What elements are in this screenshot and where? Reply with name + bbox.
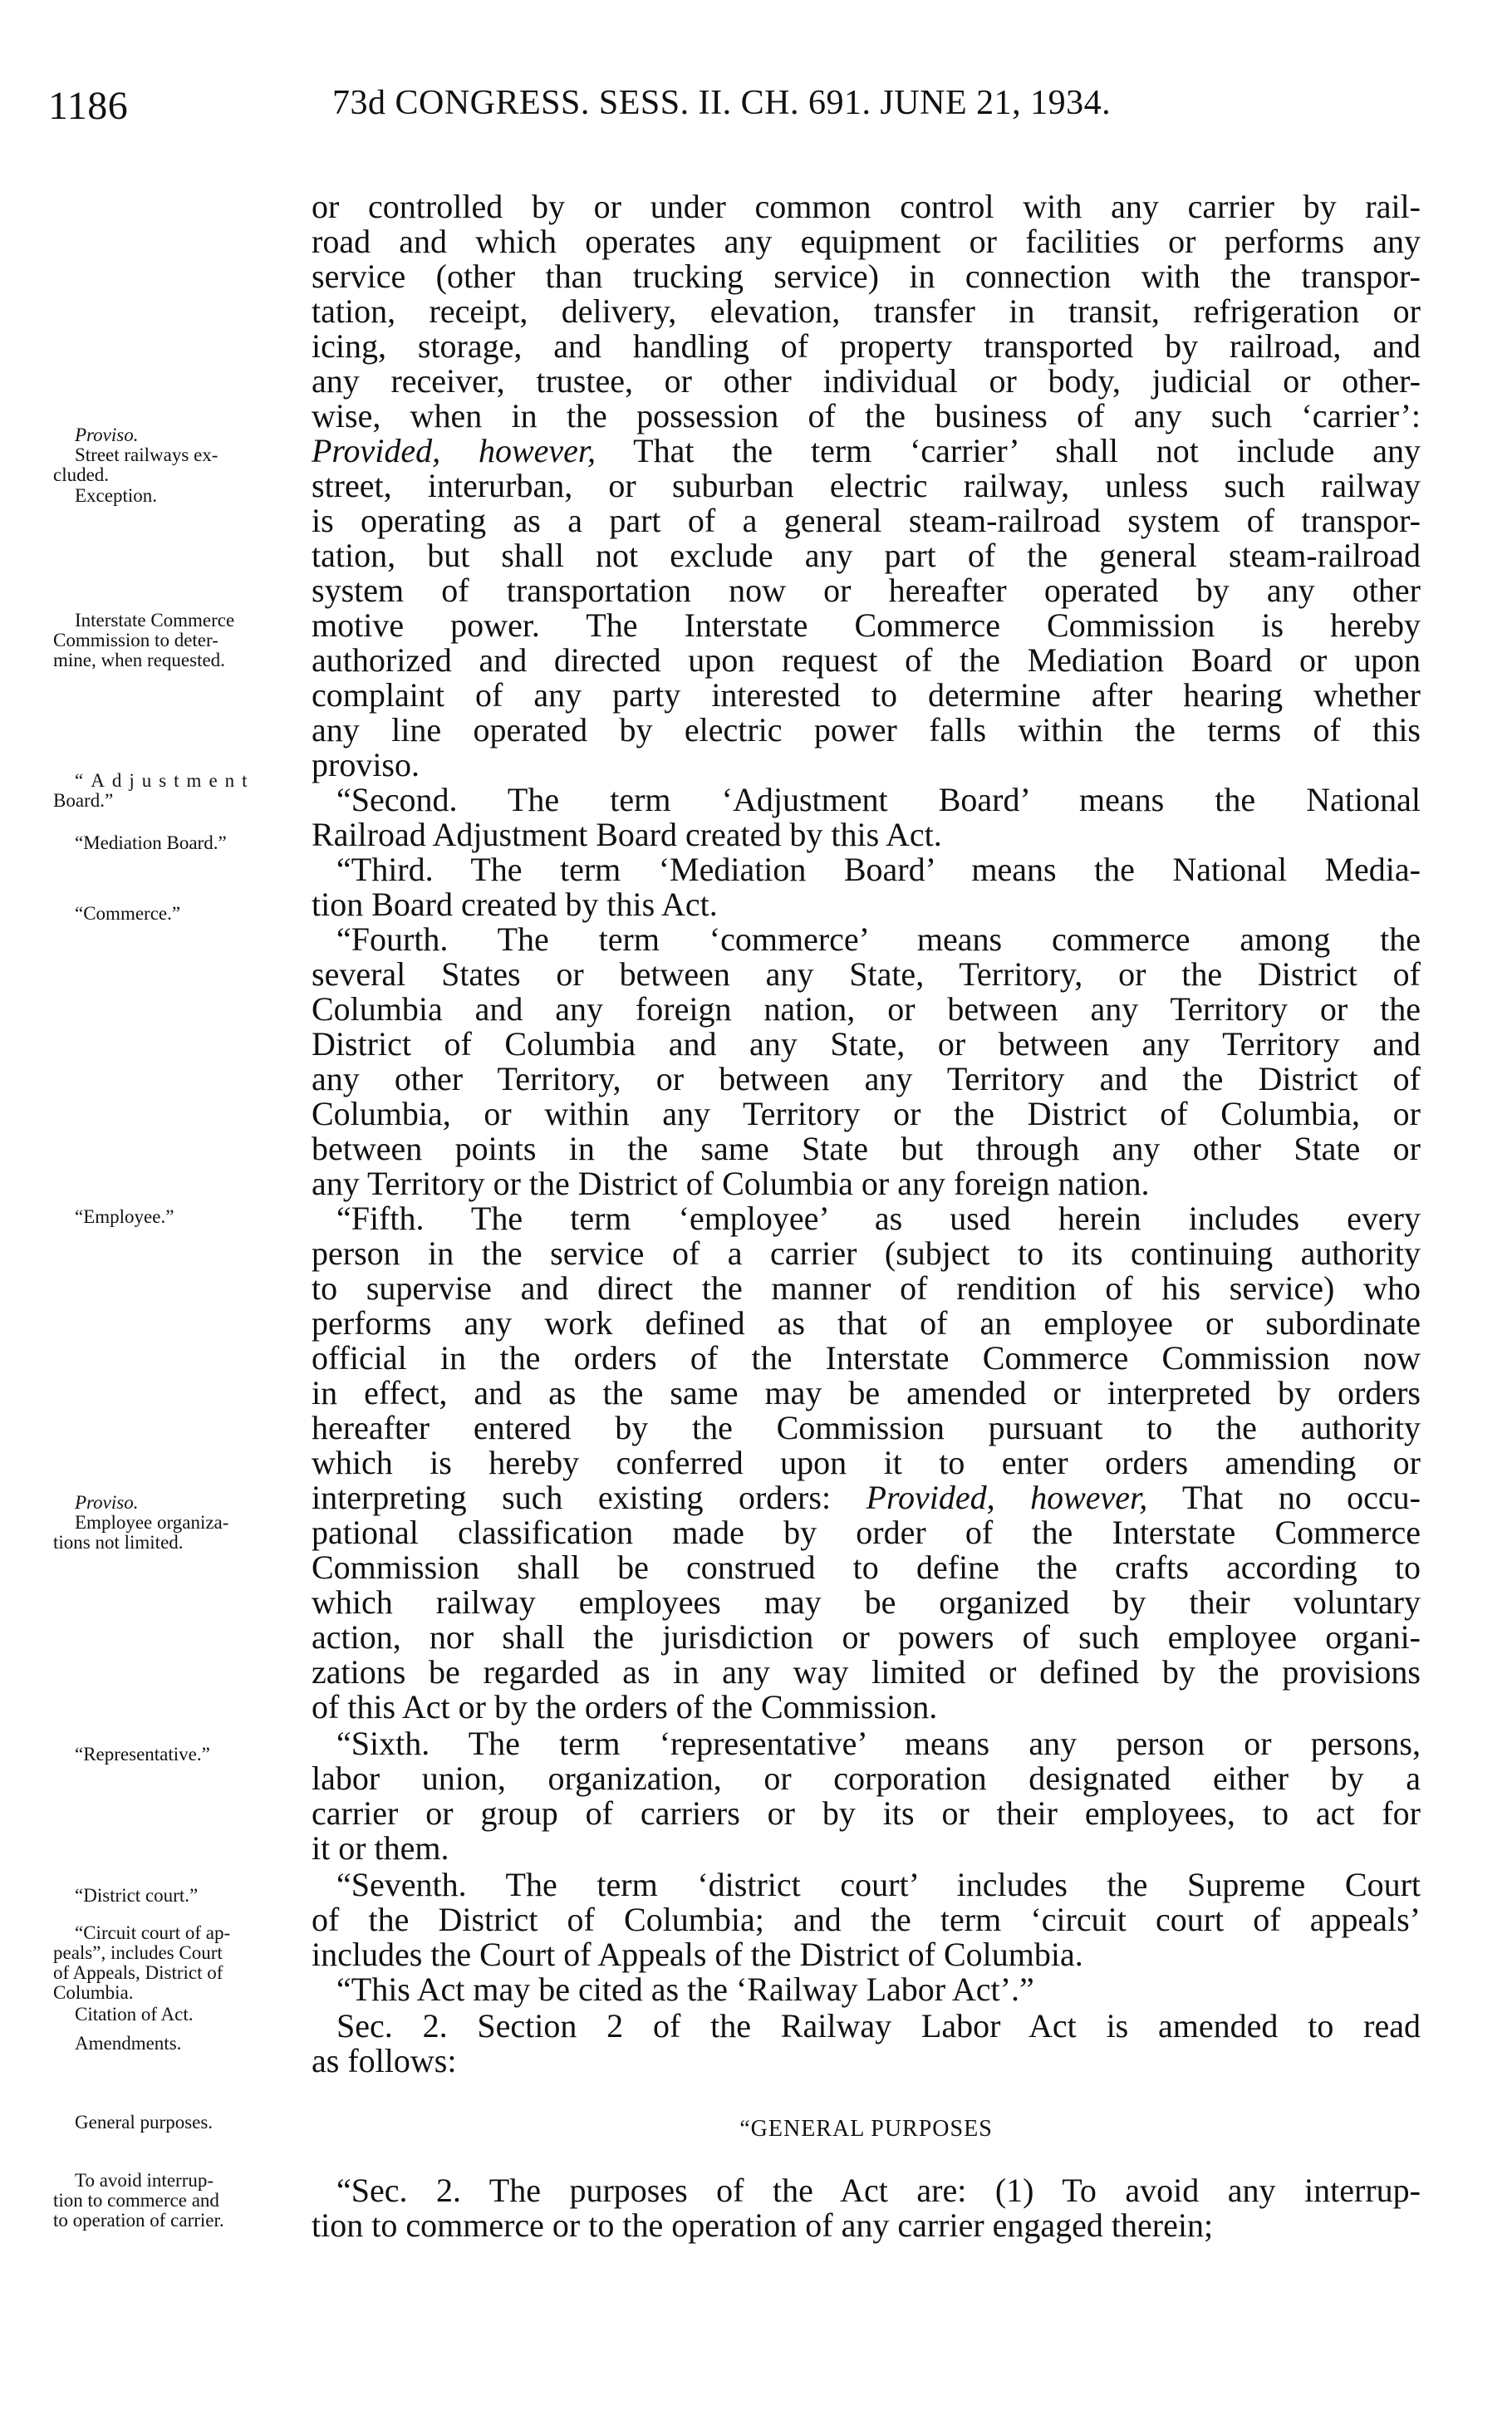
margin-note-commerce: “Commerce.” <box>75 903 181 924</box>
margin-note-amendments: Amendments. <box>75 2033 182 2054</box>
body-line: hereafter entered by the Commission pursuant to the authority <box>312 1409 1421 1446</box>
body-line: person in the service of a carrier (subject to its continuing authority <box>312 1234 1421 1272</box>
margin-note-district-court: “District court.” <box>75 1885 199 1906</box>
body-line: District of Columbia and any State, or between any Territory and <box>312 1025 1421 1063</box>
body-line: interpreting such existing orders: Provided, however, That no occu- <box>312 1479 1421 1516</box>
italic-proviso: Provided, however, <box>866 1479 1148 1516</box>
body-line: of this Act or by the orders of the Commission. <box>312 1688 938 1725</box>
body-line: between points in the same State but through any other State or <box>312 1130 1421 1167</box>
body-line: Commission shall be construed to define the crafts according to <box>312 1549 1421 1586</box>
margin-note-mediation-board: “Mediation Board.” <box>75 832 227 853</box>
running-head: 73d CONGRESS. SESS. II. CH. 691. JUNE 21, 1934. <box>332 84 1112 122</box>
body-line: tion to commerce or to the operation of any carrier engaged therein; <box>312 2206 1214 2244</box>
margin-note-exception: Exception. <box>75 485 157 506</box>
body-line: in effect, and as the same may be amended or interpreted by orders <box>312 1374 1421 1411</box>
body-line: which railway employees may be organized by their voluntary <box>312 1583 1421 1621</box>
body-line: complaint of any party interested to determine after hearing whether <box>312 676 1421 714</box>
body-line: “GENERAL PURPOSES <box>739 2116 993 2142</box>
body-line: icing, storage, and handling of property transported by railroad, and <box>312 327 1421 365</box>
margin-note-proviso: Proviso. <box>75 425 139 445</box>
body-line: as follows: <box>312 2042 457 2079</box>
body-line: performs any work defined as that of an employee or subordinate <box>312 1304 1421 1342</box>
margin-note-adjustment-board: “Adjustment Board.” <box>53 770 255 811</box>
body-line: “Seventh. The term ‘district court’ includes the Supreme Court <box>336 1866 1421 1903</box>
page-number: 1186 <box>48 84 129 128</box>
body-line: “Sec. 2. The purposes of the Act are: (1) To avoid any interrup- <box>336 2172 1421 2209</box>
body-line: proviso. <box>312 746 420 783</box>
body-line: is operating as a part of a general steam-railroad system of transpor- <box>312 502 1421 539</box>
margin-note-employee-organizations: Employee organiza- tions not limited. <box>53 1512 229 1553</box>
margin-note-avoid-interruption: To avoid interrup- tion to commerce and to operation of carrier. <box>53 2170 224 2231</box>
body-line: system of transportation now or hereafter operated by any other <box>312 572 1421 609</box>
body-line: Provided, however, That the term ‘carrier’ shall not include any <box>312 432 1421 469</box>
body-line: labor union, organization, or corporation designated either by a <box>312 1760 1421 1797</box>
body-line: wise, when in the possession of the business of any such ‘carrier’: <box>312 397 1421 434</box>
body-line: which is hereby conferred upon it to enter orders amending or <box>312 1444 1421 1481</box>
body-line: tation, receipt, delivery, elevation, transfer in transit, refrigeration or <box>312 292 1421 330</box>
body-line: any Territory or the District of Columbia or any foreign nation. <box>312 1165 1150 1202</box>
body-line: service (other than trucking service) in connection with the transpor- <box>312 258 1421 295</box>
body-line: official in the orders of the Interstate Commerce Commission now <box>312 1339 1421 1377</box>
body-line: road and which operates any equipment or facilities or performs any <box>312 223 1421 260</box>
italic-proviso: Provided, however, <box>312 432 596 469</box>
body-line: motive power. The Interstate Commerce Commission is hereby <box>312 606 1421 644</box>
body-line: or controlled by or under common control with any carrier by rail- <box>312 188 1421 225</box>
body-line: “This Act may be cited as the ‘Railway Labor Act’.” <box>336 1971 1034 2008</box>
body-line: any line operated by electric power falls within the terms of this <box>312 711 1421 749</box>
body-line: pational classification made by order of the Interstate Commerce <box>312 1514 1421 1551</box>
body-line: Railroad Adjustment Board created by this Act. <box>312 816 942 853</box>
margin-note-street-railways: Street railways ex- cluded. <box>53 444 218 485</box>
margin-note-icc: Interstate Commerce Commission to deter- mine, when requested. <box>53 610 235 670</box>
body-line: “Fourth. The term ‘commerce’ means commerce among the <box>336 920 1421 958</box>
margin-note-general-purposes: General purposes. <box>75 2112 214 2133</box>
margin-note-employee: “Employee.” <box>75 1206 174 1227</box>
body-line: any other Territory, or between any Territory and the District of <box>312 1060 1421 1097</box>
body-line: any receiver, trustee, or other individual or body, judicial or other- <box>312 362 1421 400</box>
body-line: Sec. 2. Section 2 of the Railway Labor Act is amended to read <box>336 2007 1421 2044</box>
body-line: carrier or group of carriers or by its or their employees, to act for <box>312 1794 1421 1832</box>
body-line: it or them. <box>312 1829 449 1867</box>
body-line: of the District of Columbia; and the term ‘circuit court of appeals’ <box>312 1901 1421 1938</box>
margin-note-circuit-court: “Circuit court of ap- peals”, includes Court of Appeals, District of Columbia. <box>53 1922 231 2003</box>
margin-note-proviso-2: Proviso. <box>75 1492 139 1513</box>
body-line: includes the Court of Appeals of the District of Columbia. <box>312 1936 1083 1973</box>
body-line: tion Board created by this Act. <box>312 886 718 923</box>
body-line: “Fifth. The term ‘employee’ as used herein includes every <box>336 1200 1421 1237</box>
body-line: action, nor shall the jurisdiction or powers of such employee organi- <box>312 1618 1421 1656</box>
body-line: Columbia and any foreign nation, or between any Territory or the <box>312 990 1421 1028</box>
body-line: “Sixth. The term ‘representative’ means any person or persons, <box>336 1725 1421 1762</box>
body-line: Columbia, or within any Territory or the District of Columbia, or <box>312 1095 1421 1132</box>
margin-note-citation: Citation of Act. <box>75 2004 194 2025</box>
body-line: to supervise and direct the manner of rendition of his service) who <box>312 1269 1421 1307</box>
body-line: zations be regarded as in any way limited or defined by the provisions <box>312 1653 1421 1691</box>
body-line: tation, but shall not exclude any part of the general steam-railroad <box>312 537 1421 574</box>
body-line: street, interurban, or suburban electric railway, unless such railway <box>312 467 1421 504</box>
body-line: “Third. The term ‘Mediation Board’ means the National Media- <box>336 851 1421 888</box>
margin-note-representative: “Representative.” <box>75 1744 210 1765</box>
body-line: several States or between any State, Territory, or the District of <box>312 955 1421 993</box>
body-line: “Second. The term ‘Adjustment Board’ means the National <box>336 781 1421 818</box>
body-line: authorized and directed upon request of the Mediation Board or upon <box>312 641 1421 679</box>
